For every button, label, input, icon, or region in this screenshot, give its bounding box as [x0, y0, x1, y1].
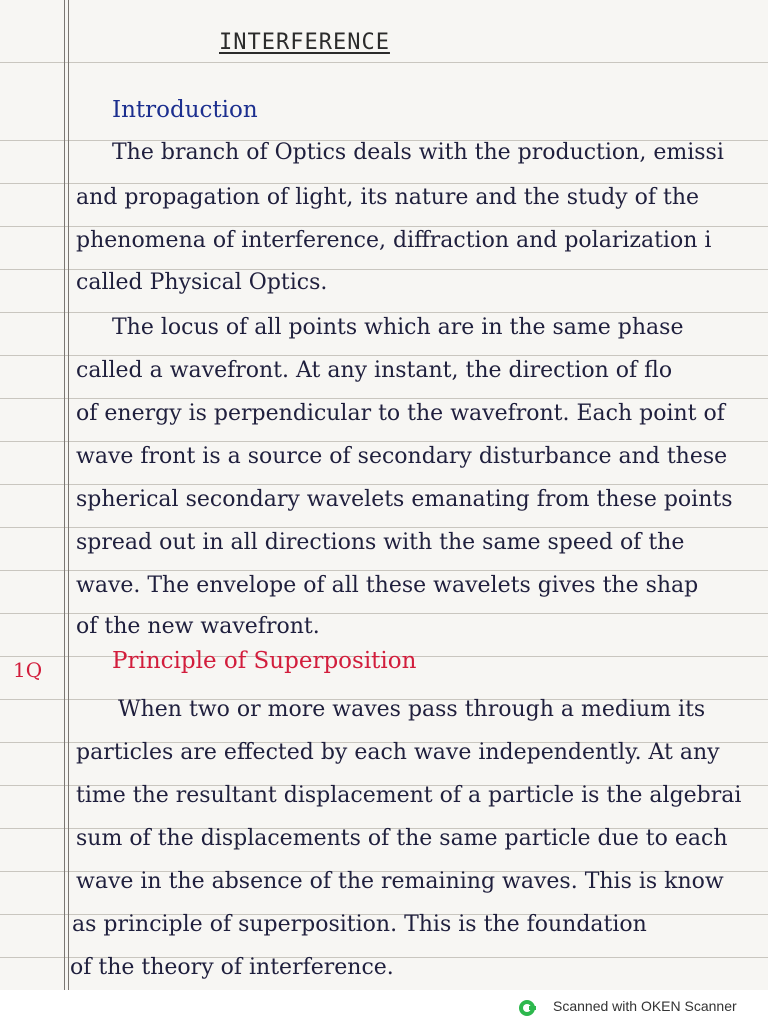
text-line: spherical secondary wavelets emanating from these points	[76, 487, 733, 512]
ruled-line	[0, 62, 768, 63]
text-line: spread out in all directions with the same speed of the	[76, 530, 685, 555]
text-line: and propagation of light, its nature and the study of the	[76, 185, 700, 210]
ruled-line	[0, 484, 768, 485]
text-line: called a wavefront. At any instant, the direction of flo	[76, 358, 673, 383]
text-line: wave in the absence of the remaining waves. This is know	[76, 869, 724, 894]
text-line: phenomena of interference, diffraction and polarization i	[76, 228, 712, 253]
text-line: The branch of Optics deals with the production, emissi	[112, 140, 724, 165]
text-line: wave front is a source of secondary disturbance and these	[76, 444, 728, 469]
text-line: time the resultant displacement of a particle is the algebrai	[76, 783, 742, 808]
ruled-line	[0, 441, 768, 442]
superposition-heading: Principle of Superposition	[112, 648, 417, 674]
text-line: wave. The envelope of all these wavelets gives the shap	[76, 573, 699, 598]
text-line: particles are effected by each wave independently. At any	[76, 740, 720, 765]
text-line: as principle of superposition. This is the foundation	[72, 912, 647, 937]
scanner-logo-icon	[518, 999, 536, 1017]
ruled-line	[0, 312, 768, 313]
scanner-watermark-text: Scanned with OKEN Scanner	[553, 998, 737, 1014]
text-line: of the theory of interference.	[70, 955, 394, 980]
text-line: of the new wavefront.	[76, 614, 320, 639]
text-line: sum of the displacements of the same particle due to each	[76, 826, 728, 851]
margin-line	[68, 0, 69, 990]
ruled-line	[0, 355, 768, 356]
ruled-line	[0, 398, 768, 399]
introduction-heading: Introduction	[112, 97, 258, 123]
text-line: of energy is perpendicular to the wavefront. Each point of	[76, 401, 725, 426]
ruled-line	[0, 183, 768, 184]
text-line: called Physical Optics.	[76, 270, 328, 295]
ruled-line	[0, 226, 768, 227]
ruled-line	[0, 570, 768, 571]
ruled-line	[0, 527, 768, 528]
page-title: INTERFERENCE	[219, 30, 390, 55]
text-line: The locus of all points which are in the same phase	[112, 315, 684, 340]
text-line: When two or more waves pass through a medium its	[118, 697, 706, 722]
margin-line	[64, 0, 65, 990]
margin-note: 1Q	[13, 658, 43, 682]
